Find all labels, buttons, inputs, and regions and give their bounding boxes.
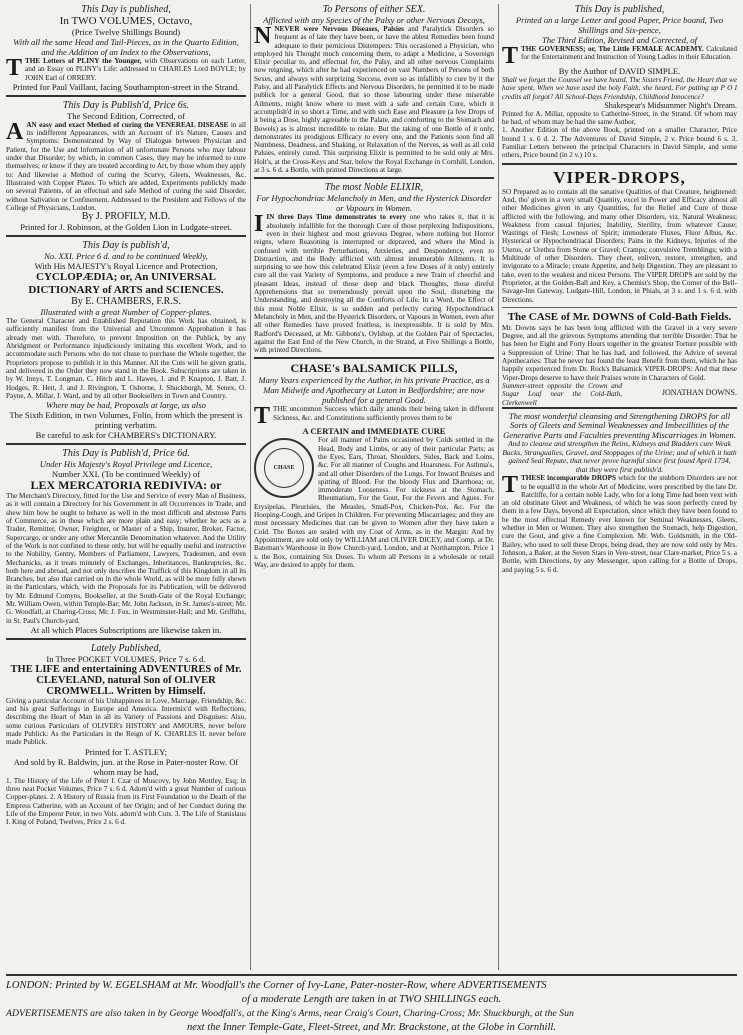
divider [6, 443, 246, 445]
ad-subheading: In TWO VOLUMES, Octavo, [59, 15, 193, 27]
ad-subheading: A CERTAIN and IMMEDIATE CURE [302, 426, 446, 437]
ad-heading: The most Noble ELIXIR, [324, 182, 424, 194]
column-divider [250, 4, 251, 970]
ad-body: one who takes it, that it is absolutely infallible for the thorough Cure of those perplexing Indispositions, even in their highest and most grievous Degree, where nothing but Horror reigns, where Reasoning is interrupted or depraved, and where the Mind is confused with terrible Perturbations, Anxieties, and Despondency, even to Distraction, and the Body afflicted with almost innumerable Ailments. It is surprising to see how this celebrated Elixir (even a few Doses of it only) entirely cure all the vast Variety of Symptoms, and produce a new Train of cheerful and pleasant Ideas, instead of those deep and black Thoughts, those direful Apprehensions that so tremendously prevail upon the Soul, disturbing the Understanding, and destroying all the Comforts of Life. In a Word, the Effect of this most Noble Elixir, is so sudden and perfectly curing Hypochondriack Melancholy in Men, and the Hysterick Disorders, or Vapours in Women, even after all other Remedies have proved fruitless, is inexpressible. It is sold by Mrs. Radford's Deceased, at Mr. Gibbons's, Oylshop, at the Golden Pair of Spectacles, against the East End of the New Church, in the Strand, at Five Shillings a Bottle, with printed Directions. [254, 213, 494, 355]
ad-body: Calculated for the Entertainment and Instruction of Young Ladies in their Education. [521, 45, 737, 62]
ad-note: And sold by R. Baldwin, jun. at the Rose in Pater-noster Row. Of whom may be had, [13, 756, 239, 777]
drop-cap: I [254, 211, 264, 238]
ad-body: Mr. Downs says he has been long afflicted with the Gravel in a very severe Degree, and all the grievous Symptoms attending that terrible Disorder: That he has been for Eight and Forty Hours together in the greatest Torture possible with a Suppression of Urine: That he has had, and followed, the Advice of several Apothecaries: That he never has found the least Benefit from them, which he has happily experienced from Dr. Rock's Balsamick VIPER-DROPS: And that these Viper-Drops deserve to have their Praises wrote in Characters of Gold. [502, 323, 737, 382]
ad-cleveland [6, 643, 246, 827]
drop-cap: T [254, 403, 271, 430]
ad-title: AN easy and exact Method of curing the VENEREAL DISEASE [26, 120, 229, 129]
ad-title: CHASE's BALSAMICK PILLS, [290, 361, 458, 376]
ad-list: 1. Another Edition of the above Book, printed on a smaller Character, Price bound 1 s. 6 d. 2. The Adventures of David Simple, 2 v. Price bound 6 s. 3. Familiar Letters between the principal Characters in David Simple, and some others, Price bound (in 2 v.) 10 s. [502, 126, 737, 160]
column-right [502, 4, 737, 970]
ad-note: The Sixth Edition, in two Volumes, Folio, from which the present is printing verbatim. [9, 410, 243, 431]
ad-printer: Printed for A. Millar, opposite to Catherine-Street, in the Strand. Of whom may be had, of whom may be had the same Author, [502, 109, 737, 127]
ad-heading: This Day is published, [81, 4, 171, 15]
ad-subheading: The Second Edition, Corrected, of [67, 110, 185, 121]
ad-subheading: Under His Majesty's Royal Privilege and Licence, [39, 459, 213, 470]
ad-subheading: For Hypochondriac Melancholy in Men, and the Hysterick Disorder or Vapours in Women. [256, 193, 492, 214]
ad-title: CYCLOPÆDIA; or, An UNIVERSAL DICTIONARY of ARTS and SCIENCES. [28, 271, 224, 297]
ad-lead: THE uncommon Success which daily attends their being taken in different Sickness, &c. and Constitutions sufficiently proves them to be [273, 405, 494, 422]
ad-body: in all its indifferent Appearances, with an Account of it's Nature, Causes and Symptoms: Demonstrated by Way of Dialogue between Physician and Patient, for the Use and Information of all unfortunate Persons who may labour under that Disorder; by which, in common Cases, they may be informed to cure themselves; or know if they are treated according to Art, by those whom they apply to: And likewise a Method of curing the Scurvy, Gleets, Weaknesses, &c. Illustrated with Copper Plates. To which are added, Experiments publickly made on several Patients, of an effectual and safe Method of curing the said Disorder, without Salivation or Confinement. Addressed to the President and Fellows of the College of Physicians, London. [6, 120, 246, 212]
ad-author: By the Author of DAVID SIMPLE. [558, 66, 681, 76]
ad-witness: Summer-street opposite the Crown and Sugar Loaf near the Cold-Bath, Clerkenwell [502, 381, 622, 407]
ad-title: THE LIFE and entertaining ADVENTURES of Mr. CLEVELAND, natural Son of OLIVER CROMWELL. Written by Himself. [10, 663, 242, 697]
ad-printer: Printed for Paul Vaillant, facing Southampton-street in the Strand. [12, 81, 240, 92]
divider [502, 163, 737, 165]
ad-pliny-letters [6, 4, 246, 92]
divider [6, 638, 246, 640]
divider [254, 357, 494, 359]
ad-body: Giving a particular Account of his Unhappiness in Love, Marriage, Friendship, &c. and his great Sufferings in Europe and America. Intermix'd with Reflections, describing the Heart of Man in all its Variety of Passions and Disguises: Also, some curious Particulars of OLIVER's HISTORY and AMOURS, never before made Publick: As the Particulars in the Reign of K. CHARLES II. never before made Publick. [6, 696, 246, 747]
ad-title: NEVER were Nervous Diseases, Palsies [274, 25, 404, 33]
ad-body: SO Prepared as to contain all the sanative Qualities of that Creature, heightened: And, tho' given in a very small Quantity, excel in Power and Efficacy almost all other Medicines given in any Quantities, for the Relief and Cure of those afflicted with the following, and many other Disorders, viz. Natural Weakness; Weakness from casual Injuries; Inability, Sterility, from whatever Cause; Wastings of Flesh; Lowness of Spirit; immoderate Fluxes, Fluor Albus, &c. Hysterical or Hypochondriacal Disorders; Pains in the Kidneys, Injuries of the Uterus, or Urethra from Stone or Gravel; Cramps; convulsive Tremblings; with a Multitude of other Disorders. They cheer, enliven, restore, strengthen, and invigorate to a Miracle; create Appetite, and help Digestion. They are pleasant to take, even to the weakest and nicest Persons. The VIPER DROPS are sold by the Proprietor, at the Golden-Ball and Key, a Chemist's Shop, the Corner of the Bell-Savage-Inn Gateway, Ludgate-Hill, London, in Phials, at 3 s. and 1 s. 6 d. with Directions. [502, 187, 737, 304]
ad-verse: Shall we forget the Counsel we have heard, The Sisters Friend, the Heart that we have spent, When we have used the holy Faith, she heard, For putting up P O I credits all forgot? All School-Days Friendship, Childhood Innocence? [502, 76, 737, 101]
ad-body: The General Character and Established Reputation this Work has obtained, is sufficiently manifest from the Universal and Uncommon Approbation it has already met with. Therefore, to prevent Imposition on the Publick, by any Abridgment or Performance injudiciously imitating this excellent Work, and to accommodate such Persons who do not chuse to purchase the Whole together, the Proprietors propose to publish it in this Manner. All the Cuts will be given gratis, and delivered in the Order they now stand in the Book. Subscriptions are taken in by W. Innys, T. Longman, C. Hitch and L. Hawes, J. and P. Knapton, J. Batt, J. Hodges, R. Hett, J. and J. Rivington, T. Osborne, J. Shuckburgh, M. Senex, O. Payne, A. Millar, J. Ward, and by all other Booksellers in Town and Country. [6, 317, 246, 400]
ad-subheading: And to cleanse and strengthen the Reins, Kidneys and Bladders cure Weak Backs, Strangualies, Gravel, and Stoppages of the Urine; and of which it hath gained Seal Repute, that never prove harmful since first found April 1734, that they were first publish'd. [502, 439, 737, 474]
divider [502, 407, 737, 409]
ad-heading: Lately Published, [91, 642, 161, 654]
ad-note: Be careful to ask for CHAMBERS's DICTIONARY. [35, 430, 217, 441]
ad-venereal-method [6, 100, 246, 232]
ad-viper-drops [502, 168, 737, 304]
column-left [6, 4, 246, 970]
imprint-line: LONDON: Printed by W. EGELSHAM at Mr. Woodfall's the Corner of Ivy-Lane, Pater-noster-Row, where ADVERTISEMENTS [6, 980, 547, 991]
ad-subheading: With all the same Head and Tail-Pieces, as in the Quarto Edition, and the Addition of an Index to the Observations, [13, 37, 239, 57]
ad-chase-pills [254, 362, 494, 569]
ad-subheading: In Three POCKET VOLUMES, Price 7 s. 6 d. [46, 653, 206, 664]
drop-cap: T [6, 55, 23, 81]
column-divider [498, 4, 499, 970]
ad-heading: This Day is published, [574, 4, 665, 15]
ad-subheading: The Third Edition, Revised and Corrected, of [542, 35, 697, 45]
ad-title: The CASE of Mr. DOWNS of Cold-Bath Fields. [507, 310, 732, 323]
ad-heading: This Day is publish'd, [82, 240, 170, 252]
ad-title: VIPER-DROPS, [553, 167, 686, 187]
ad-note: Where may be had, Proposals at large, as also [46, 400, 206, 411]
newspaper-page [6, 4, 737, 1033]
ad-body: and Paralytick Disorders so frequent as of late they have been, or have the ablest Remedies been found adequate to their pernicious Distempers: This occasioned a Physician, who employed his Thought much concerning them, to adapt a Medicine, a Sovereign Elixir peculiar to, and effectual for, the Palsy, and all other nervous Complaints now reigning, which after he had experienced on vast Numbers of Persons of both Sexes, and always with surprizing Success, even so as infallibly to cure by it the Palsy, and all Paralytick Effects and Nervous Disorders, he permitted it to be made publick for a general Good, that so those labouring under these miserable Ailments, might know where to meet with a safe and certain Cure, which it accomplish'd in so short a Time, and with such Ease and Pleasure (a few Drops of it being a Dose, highly agreeable to the Palate, and comforting to the Stomach and Bowels) as is almost incredible to relate. But the taking of one Bottle of it only, demonstrates its prodigious Efficacy to every one, and the Patients soon find all Numbness, Deadness, and Shaking, or Relaxation of the Nerves, as well as all cold Palsies, entirely cured. This surprising Elixir is permitted to be sold only at Mrs. Holt's, at the Cross-Keys and Star, below the Royal Exchange in Cornhill, London, at 3 s. 6 d. a Bottle, with printed Directions at large. [254, 25, 494, 175]
ad-heading: This Day is Publish'd, Price 6s. [62, 99, 190, 111]
ad-title: IN three Days Time demonstrates to every [266, 213, 407, 222]
ad-body: which for the stubborn Disorders are not to be equall'd in the whole Art of Medicine, were prescribed by the late Dr. Ratcliffe, for a certain noble Lady, who for a long Time had been vext with an old obstinate Gleet and Weakness, of which he was soon perfectly cured by them in a few Days, beyond all Expectation, since which they have been found to be the most effectual Remedy ever known for Seminal Weaknesses, Gleets, whether in Men or Women. They also strengthen the Stomach, help Digestion, cure the Gout, and give a fine Complexion. Mr. Web. Goldsmith, in the Old-Bailey, who used to sell these Drops, being dead, they are now sold only by Mrs. Johnson, a Baker, at the Seven Stars in Vere-street, near Clare-market, Price 5 s. a Bottle, with Directions, by any Messenger, upon calling for a Bottle of Drops, and paying 5 s. 6 d. [502, 474, 737, 574]
ad-printer: Printed for T. ASTLEY; [85, 746, 167, 757]
ad-downs-case [502, 310, 737, 407]
ad-heading: This Day is Publish'd, Price 6d. [62, 448, 190, 460]
ad-note: At all which Places Subscriptions are likewise taken in. [30, 624, 222, 635]
drop-cap: N [254, 23, 272, 49]
ad-body: with Observations on each Letter, and an Essay on PLINY's Life: addressed to CHARLES Lord BOYLE; by JOHN Earl of ORRERY. [25, 57, 246, 82]
ad-price: (Price Twelve Shillings Bound) [71, 27, 181, 37]
ad-noble-elixir [254, 182, 494, 354]
ad-subheading: Printed on a large Letter and good Paper, Price bound, Two Shillings and Six-pence, [515, 15, 724, 35]
seal-text: CHASE [273, 465, 295, 472]
ad-verse-source: Shakespear's Midsummer Night's Dream. [604, 100, 737, 110]
ad-list: 1. The History of the Life of Peter I. Czar of Muscovy, by John Mottley, Esq; in three neat Pocket Volumes, Price 7 s. 6 d. Adorn'd with a great Number of curious Copper-plates. 2. A History of Russia from its First Foundation to the Death of the Empress Catherine, with an Account of her Origin; and of her Conduct during the Life of the Emperor Peter, in two Vols. adorn'd with Cuts. 3. The Life of Stanislaus I. King of Poland, Twelves, Price 2 s. 6 d. [6, 776, 246, 827]
ad-author: By J. PROFILY, M.D. [81, 211, 171, 223]
divider [6, 95, 246, 97]
ad-body: For all manner of Pains occasioned by Colds settled in the Head, Body and Limbs, or any of their particular Parts; as the Eyes, Ears, Throat, Shoulders, Sides, Back and Loins, &c. For all manner of Coughs and Hoarsness. For Asthma's, and all other Disorders of the Lungs. For Inward Bruises and spitting of Blood. For the bloody Flux and Diarrhoea; or, immoderate Looseness. For sickness at the Stomach, Rheumatism, For the Gout, For the Fevers and Agues. For Erysipelas, Pleurisies, the Measles, Small-Pox, Chicken-Pox, &c. For the Hooping-Cough, and Gripes in Children. For preventing Miscarriages; and they are most necessary Medicines that can be given to Women after they have taken a Cold. The Boxes are sealed with my Coat of Arms, as in the Margin: And by Appointment, are sold only by WILLIAM and OLIVER DICEY, and Comp. at Dr. Bateman's Warehouse in Bow Church-yard, London, and at Northampton, Price 1 s. the Box, containing Six Doses. To whom all Persons in a wholesale or retail Way, are desired to apply for them. [254, 436, 494, 569]
ad-signature: JONATHAN DOWNS. [661, 387, 737, 397]
divider [6, 235, 246, 237]
ad-title: LEX MERCATORIA REDIVIVA: or [30, 478, 222, 493]
ad-subheading: Many Years experienced by the Author, in his private Practice, as a Man Midwife and Apothecary at Luton in Bedfordshire; are now published for a general Good. [258, 375, 490, 406]
ad-subheading: With His MAJESTY's Royal Licence and Protection, [34, 261, 218, 272]
ad-strengthening-drops [502, 412, 737, 574]
ad-cyclopaedia [6, 240, 246, 440]
drop-cap: A [6, 118, 24, 145]
column-middle [254, 4, 494, 970]
ad-body: The Merchant's Directory, fitted for the Use and Service of every Man of Business, as it will contain a Directory for his Government in all Occurrences in Trade, and shew him how he ought to behave as well in the most difficult and abstruse Parts of Commerce, as in those which are more plain and easy; whether he acts as a Trader, Remitter, Owner, Freighter, or Master of a Ship, Insurer, Broker, Factor, Supercargo, or under any other Mercantile Denomination whatever. And the Utility of the Work is not confined to these only, but will be equally useful and instructive to the Nobility, Gentry, Members of Parliament, Lawyers, Tradesmen, and even Mechanicks, as it treats minutely of Exchanges, Inheritances, Bankruptcies, &c. both here and abroad, and not only describes the Traffick of this Kingdom in all its Branches, but also that carried on in the whole World, as will be more fully shewn in the Particulars, which, with the Proposals for its Publication, will be delivered by Mr. Edmund Comyns, Bookseller, at the South-Gate of the Royal Exchange; Mr. William Owen, within Temple-Bar; Mr. John Jackson, in St. James's-street; Mr. G. Woodfall, at Charing-Cross; Mr. J. Fox, in Westminster-Hall; and Mr. Griffiths, in St. Paul's Church-yard. [6, 492, 246, 625]
ad-lex-mercatoria [6, 448, 246, 635]
drop-cap: T [502, 472, 519, 499]
ad-subheading: Number XXI. (To be continued Weekly) of [51, 469, 201, 480]
ad-author: By E. CHAMBERS, F.R.S. [71, 296, 181, 308]
ad-title: THE Letters of PLINY the Younger, [25, 57, 142, 65]
ad-note: Illustrated with a great Number of Copper-plates. [40, 307, 212, 318]
divider [502, 307, 737, 308]
ad-nervous-palsy [254, 4, 494, 174]
ad-heading: To Persons of either SEX. [322, 4, 426, 15]
imprint-line: ADVERTISEMENTS are also taken in by George Woodfall's, at the King's Arms, near Craig's Court, Charing-Cross; Mr. Shuckburgh, at the Sun [6, 1008, 574, 1019]
drop-cap: T [502, 43, 519, 69]
ad-subheading: Afflicted with any Species of the Palsy or other Nervous Decays, [263, 15, 485, 25]
printer-imprint [6, 974, 737, 1035]
ad-title: THESE incomparable DROPS [521, 474, 617, 483]
ad-printer: Printed for J. Robinson, at the Golden Lion in Ludgate-street. [20, 222, 232, 233]
ad-heading: The most wonderful cleansing and Strengthening DROPS for all Sorts of Gleets and Seminal Weaknesses and Imbecillities of the Generative Parts and Faculties preventing Miscarriages in Women. [503, 410, 736, 440]
ad-title: THE GOVERNESS; or, The Little FEMALE ACADEMY. [521, 45, 704, 53]
divider [254, 177, 494, 179]
imprint-line: of a moderate Length are taken in at TWO SHILLINGS each. [241, 994, 502, 1005]
ad-governess [502, 4, 737, 160]
imprint-line: next the Inner Temple-Gate, Fleet-Street, and Mr. Brackstone, at the Globe in Cornhill. [186, 1022, 557, 1033]
ad-subheading: No. XXI. Price 6 d. and to be continued Weekly, [44, 251, 208, 262]
coat-of-arms-seal [254, 438, 314, 498]
